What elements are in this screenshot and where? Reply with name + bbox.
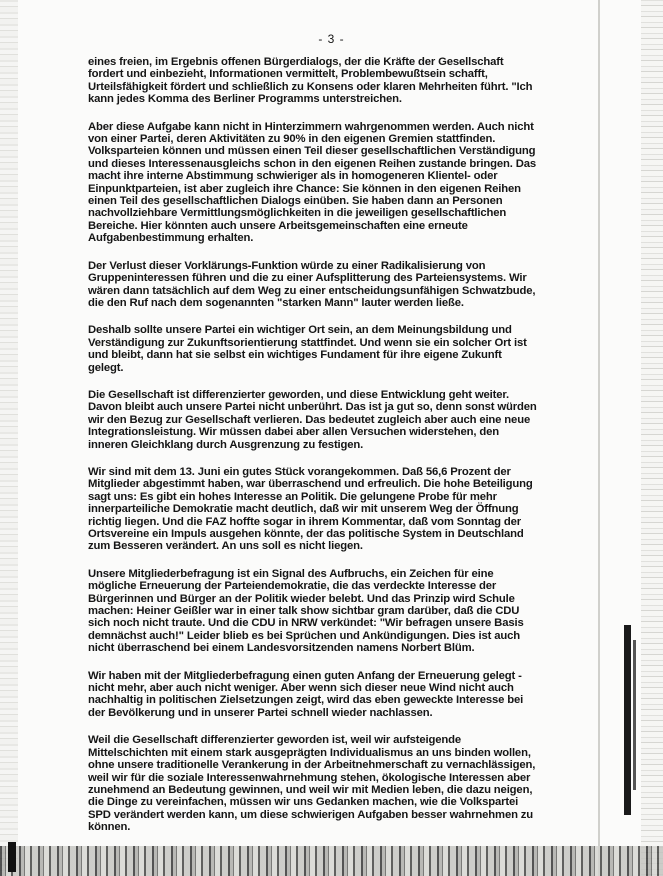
paragraph-8: Wir haben mit der Mitgliederbefragung einen guten Anfang der Erneuerung gelegt - nicht mehr, aber auch nicht weniger. Aber wenn sich dieser neue Wind nicht auch nachhaltig in politischen Zielsetzungen zeigt, wird das eben geweckte Interesse bei der Bevölkerung und in unserer Partei schnell wieder nachlassen.: [88, 669, 524, 719]
paragraph-9: Weil die Gesellschaft differenzierter geworden ist, weil wir aufsteigende Mittelschichten mit einem stark ausgeprägten Individualismus an uns binden wollen, ohne unsere traditionelle Verankerung in der Arbeitnehmerschaft zu vernachlässigen, weil wir für die soziale Interessenwahrnehmung stehen, ökologische Interessen aber zunehmend an Bedeutung gewinnen, und weil wir mit Medien leben, die dazu neigen, die Dinge zu vereinfachen, müssen wir uns Gedanken machen, wie die Volkspartei SPD verändert werden kann, um diese schwierigen Aufgaben besser wahrnehmen zu können.: [88, 734, 536, 834]
paragraph-2: Aber diese Aufgabe kann nicht in Hinterzimmern wahrgenommen werden. Auch nicht von einer Partei, deren Aktivitäten zu 90% in den eigenen Gremien stattfinden. Volksparteien können und müssen einen Teil dieser gesellschaftlichen Verständigung und dieses Interessenausgleichs schon in den eigenen Reihen zustande bringen. Das macht ihre interne Abstimmung schwieriger als in homogeneren Klientel- oder Einpunktparteien, ist aber zugleich ihre Chance: Sie können in den eigenen Reihen einen Teil des gesellschaftlichen Dialogs einüben. Sie haben dann an Personen nachvollziehbare Vermittlungsmöglichkeiten in die jeweiligen gesellschaftlichen Bereiche. Hier könnten auch unsere Arbeitsgemeinschaften eine erneute Aufgabenbestimmung erhalten.: [88, 120, 537, 245]
scan-artifact-bar-secondary: [633, 640, 636, 790]
scan-edge-right: [641, 0, 663, 876]
paragraph-6: Wir sind mit dem 13. Juni ein gutes Stück vorangekommen. Daß 56,6 Prozent der Mitglieder abgestimmt haben, war überraschend und erfreulich. Die hohe Beteiligung sagt uns: Es gibt ein hohes Interesse an Politik. Die gelungene Probe für mehr innerparteiliche Demokratie macht deutlich, daß wir mit unserem Weg der Öffnung richtig liegen. Und die FAZ hoffte sogar in ihrem Kommentar, daß vom Sonntag der Ortsvereine ein Impuls ausgehen könnte, der das politische System in Deutschland zum Besseren verändert. An uns soll es nicht liegen.: [88, 465, 533, 553]
scan-artifact-bar: [624, 625, 631, 815]
paragraph-4: Deshalb sollte unsere Partei ein wichtiger Ort sein, an dem Meinungsbildung und Verständigung zur Zukunftsorientierung stattfindet. Und wenn sie ein solcher Ort ist und bleibt, dann hat sie selbst ein wichtiges Fundament für ihre eigene Zukunft gelegt.: [88, 324, 527, 374]
paragraph-1: eines freien, im Ergebnis offenen Bürgerdialogs, der die Kräfte der Gesellschaft fordert und einbezieht, Informationen vermittelt, Problembewußtsein schafft, Urteilsfähigkeit fördert und schließlich zu Konsens oder klaren Mehrheiten führt. "Ich kann jedes Komma des Berliner Programms unterstreichen.: [88, 56, 533, 106]
paragraph-5: Die Gesellschaft ist differenzierter geworden, und diese Entwicklung geht weiter. Davon bleibt auch unsere Partei nicht unberührt. Das ist ja gut so, denn sonst würden wir den Bezug zur Gesellschaft verlieren. Das bedeutet zugleich aber auch eine neue Integrationsleistung. Wir müssen dabei aber allen Versuchen widerstehen, den inneren Gleichklang durch Ausgrenzung zu festigen.: [88, 388, 537, 451]
scan-corner-mark: [8, 842, 16, 872]
paragraph-7: Unsere Mitgliederbefragung ist ein Signal des Aufbruchs, ein Zeichen für eine mögliche Erneuerung der Parteiendemokratie, die das verdeckte Interesse der Bürgerinnen und Bürger an der Politik wieder belebt. Und das Prinzip wird Schule machen: Heiner Geißler war in einer talk show sichtbar gram darüber, daß die CDU sich noch nicht traute. Und die CDU in NRW verkündet: "Wir befragen unsere Basis demnächst auch!" Leider blieb es bei Sprüchen und Ankündigungen. Dies ist auch nicht überraschend bei einem Landesvorsitzenden namens Norbert Blüm.: [88, 567, 524, 655]
scan-bottom-edge: [0, 846, 663, 876]
page-number: - 3 -: [318, 32, 345, 46]
scan-fold-line: [598, 0, 600, 876]
body-text: [88, 56, 540, 849]
paragraph-3: Der Verlust dieser Vorklärungs-Funktion würde zu einer Radikalisierung von Gruppeninteressen führen und die zu einer Aufsplitterung des Parteiensystems. Wir wären dann tatsächlich auf dem Weg zu einer entscheidungsunfähigen Schwatzbude, die den Ruf nach dem sogenannten "starken Mann" lauter werden ließe.: [88, 259, 536, 309]
scan-edge-left: [0, 0, 18, 876]
